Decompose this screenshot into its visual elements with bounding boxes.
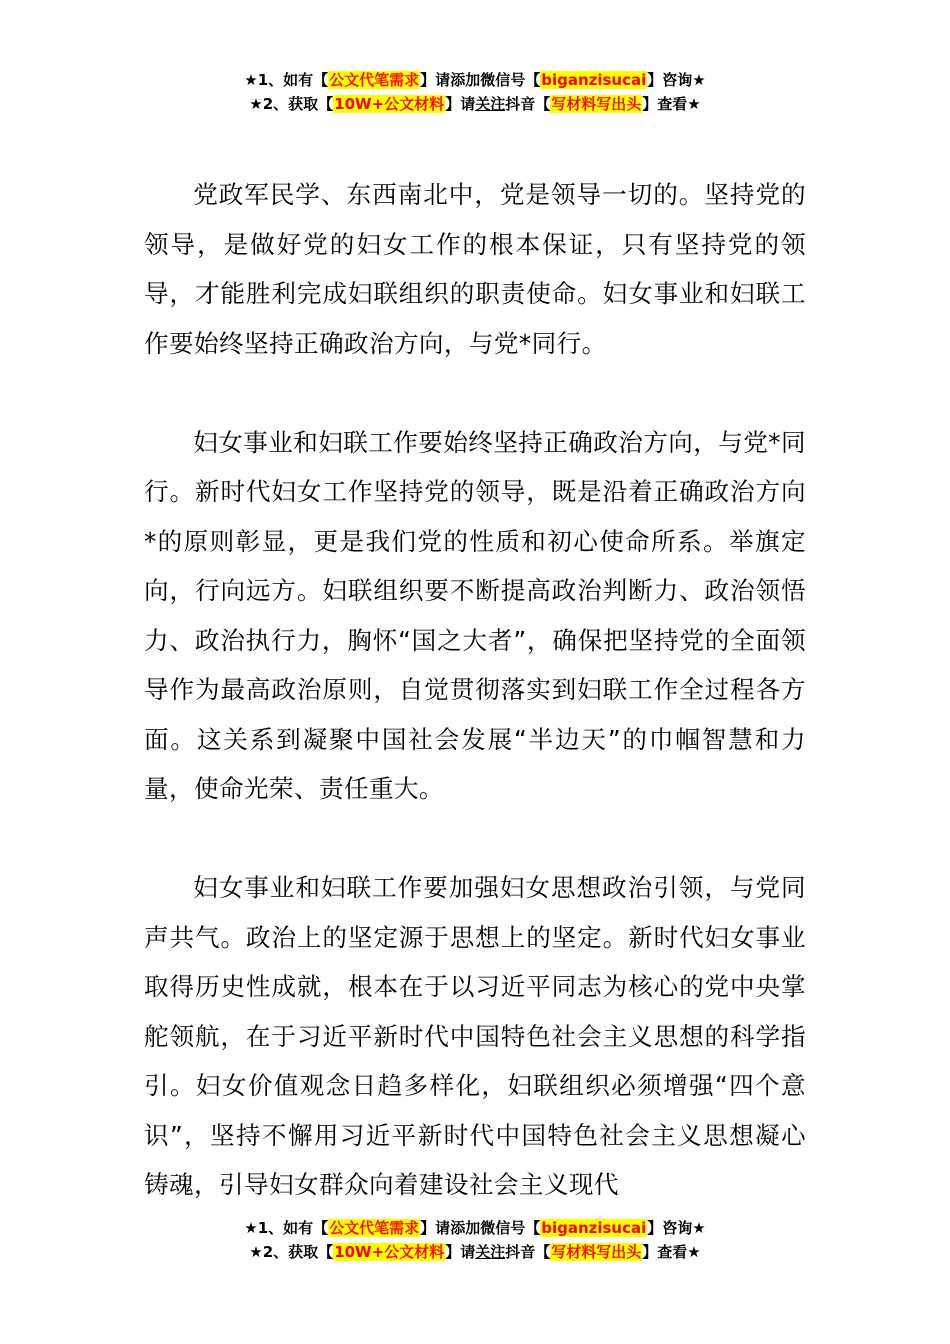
banner-text: 】请	[445, 95, 476, 113]
banner-text: 】查看★	[642, 1243, 701, 1261]
banner-text: 】咨询★	[647, 1219, 706, 1237]
paragraph-1: 党政军民学、东西南北中，党是领导一切的。坚持党的领导，是做好党的妇女工作的根本保证，只有坚持党的领导，才能胜利完成妇联组织的职责使命。妇女事业和妇联工作要始终坚持正确政治方向，与党*同行。	[144, 180, 806, 358]
banner-highlight: 写材料写出头	[551, 1243, 642, 1261]
paragraph-2: 妇女事业和妇联工作要始终坚持正确政治方向，与党*同行。新时代妇女工作坚持党的领导，既是沿着正确政治方向*的原则彰显，更是我们党的性质和初心使命所系。举旗定向，行向远方。妇联组织要不断提高政治判断力、政治领悟力、政治执行力，胸怀“国之大者”，确保把坚持党的全面领导作为最高政治原则，自觉贯彻落实到妇联工作全过程各方面。这关系到凝聚中国社会发展“半边天”的巾帼智慧和力量，使命光荣、责任重大。	[144, 427, 806, 803]
banner-emphasis: 关注	[475, 95, 506, 113]
banner-text: ★2、获取【	[249, 95, 334, 113]
banner-highlight: biganzisucai	[541, 71, 647, 89]
banner-text: 】请	[445, 1243, 476, 1261]
banner-line-1	[0, 1216, 950, 1240]
banner-text: 抖音【	[505, 95, 551, 113]
banner-line-2	[0, 1240, 950, 1264]
banner-highlight: 公文代笔需求	[329, 1219, 420, 1237]
banner-highlight: 写材料写出头	[551, 95, 642, 113]
banner-highlight: 公文代笔需求	[329, 71, 420, 89]
banner-highlight: 10W+公文材料	[334, 1243, 445, 1261]
banner-highlight: biganzisucai	[541, 1219, 647, 1237]
banner-text: ★1、如有【	[244, 1219, 329, 1237]
banner-text: 】请	[420, 1219, 451, 1237]
banner-text: 】请	[420, 71, 451, 89]
banner-text: 微信号【	[480, 1219, 541, 1237]
banner-emphasis: 添加	[450, 71, 481, 89]
banner-text: 微信号【	[480, 71, 541, 89]
banner-highlight: 10W+公文材料	[334, 95, 445, 113]
banner-text: 抖音【	[505, 1243, 551, 1261]
banner-text: 】查看★	[642, 95, 701, 113]
banner-text: ★2、获取【	[249, 1243, 334, 1261]
banner-emphasis: 添加	[450, 1219, 481, 1237]
banner-text: 】咨询★	[647, 71, 706, 89]
banner-text: ★1、如有【	[244, 71, 329, 89]
footer-banner	[0, 1216, 950, 1264]
document-body	[144, 170, 806, 1210]
banner-emphasis: 关注	[475, 1243, 506, 1261]
paragraph-3: 妇女事业和妇联工作要加强妇女思想政治引领，与党同声共气。政治上的坚定源于思想上的坚定。新时代妇女事业取得历史性成就，根本在于以习近平同志为核心的党中央掌舵领航，在于习近平新时代中国特色社会主义思想的科学指引。妇女价值观念日趋多样化，妇联组织必须增强“四个意识”，坚持不懈用习近平新时代中国特色社会主义思想凝心铸魂，引导妇女群众向着建设社会主义现代	[144, 873, 806, 1199]
